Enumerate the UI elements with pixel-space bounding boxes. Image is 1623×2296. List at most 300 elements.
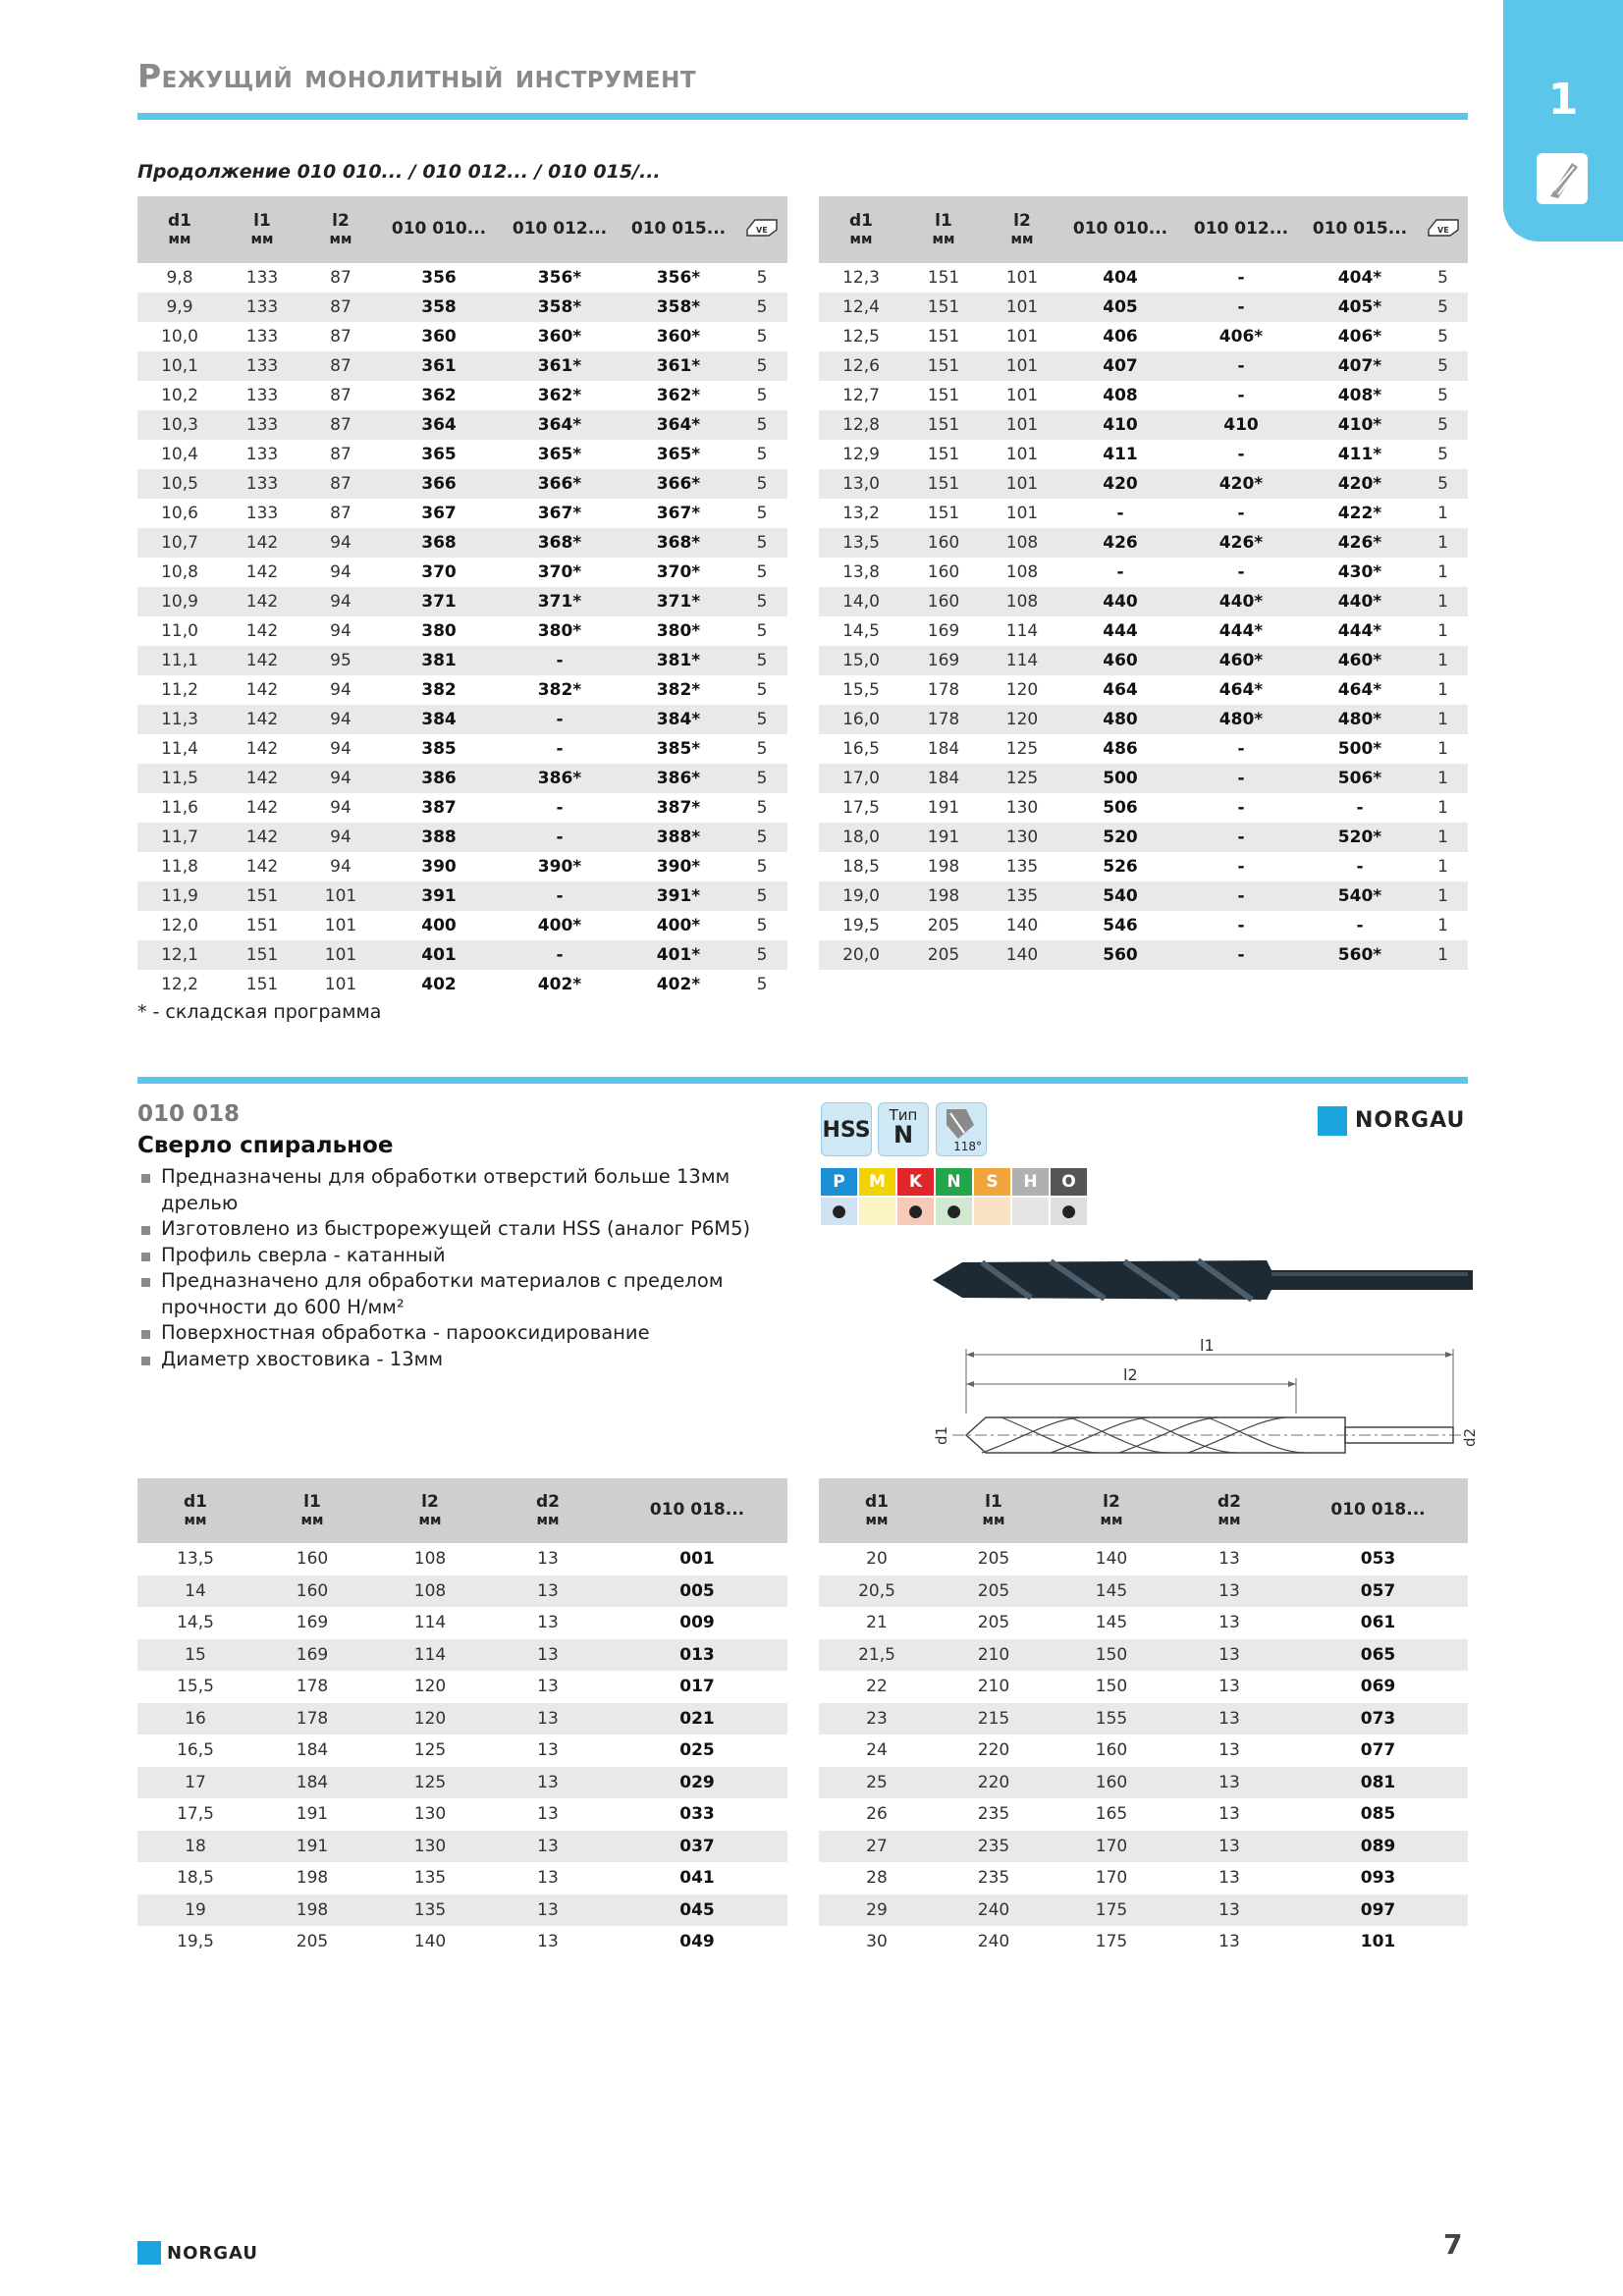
header-label: 010 018...: [649, 1500, 745, 1521]
table-row: [819, 440, 1468, 469]
table-row: [819, 1831, 1468, 1863]
table-cell: 220: [977, 1740, 1010, 1761]
table-cell: 150: [1095, 1677, 1128, 1697]
table-row: [137, 1671, 787, 1703]
table-cell: 411: [1103, 445, 1138, 464]
table-cell: 480: [1060, 705, 1180, 734]
table-cell: 402*: [537, 975, 582, 994]
table-cell: 5: [756, 327, 768, 347]
table-cell: 125: [371, 1767, 489, 1799]
header-label: l2: [421, 1491, 439, 1512]
table-cell: 464: [1103, 680, 1138, 700]
table-cell: 12,1: [137, 940, 222, 970]
table-cell: -: [1237, 268, 1245, 288]
table-row: [819, 940, 1468, 970]
table-cell: 13: [537, 1868, 559, 1889]
drill-photo: [923, 1245, 1473, 1317]
header-unit: мм: [184, 1512, 207, 1528]
table-cell: 367*: [537, 504, 582, 523]
table-row: [137, 381, 787, 410]
table-cell: 486: [1103, 739, 1138, 759]
header-label: 010 012...: [512, 219, 608, 240]
column-header: [819, 196, 903, 263]
table-cell: 133: [222, 469, 302, 499]
table-cell: 401*: [621, 940, 736, 970]
column-header: [1170, 1478, 1288, 1543]
table-cell: 11,0: [161, 621, 198, 641]
table-cell: 400*: [537, 916, 582, 935]
table-cell: 391*: [621, 881, 736, 911]
table-cell: 13: [1170, 1639, 1288, 1672]
product-name: Сверло спиральное: [137, 1133, 394, 1158]
table-cell: 13: [1218, 1613, 1240, 1633]
header-unit: мм: [418, 1512, 442, 1528]
table-cell: 108: [1005, 562, 1039, 582]
table-cell: 17,5: [177, 1804, 214, 1825]
table-cell: 16,5: [177, 1740, 214, 1761]
table-row: [137, 1862, 787, 1895]
table-row: [137, 911, 787, 940]
drill-table-right: [819, 196, 1468, 970]
column-header: [302, 196, 379, 263]
svg-text:VE: VE: [1436, 225, 1449, 235]
table-cell: 368*: [621, 528, 736, 558]
feature-item: Предназначены для обработки отверстий больше 13мм дрелью: [137, 1164, 805, 1216]
table-cell: 11,8: [161, 857, 198, 877]
table-cell: 11,7: [137, 823, 222, 852]
header-unit: мм: [1217, 1512, 1241, 1528]
table-cell: 410: [1180, 410, 1302, 440]
table-cell: 390: [421, 857, 457, 877]
table-cell: 5: [756, 739, 768, 759]
table-cell: 14,5: [177, 1613, 214, 1633]
table-row: [819, 469, 1468, 499]
table-cell: 444*: [1337, 621, 1382, 641]
table-cell: 220: [935, 1767, 1053, 1799]
table-cell: 041: [679, 1868, 715, 1889]
table-cell: 145: [1053, 1575, 1170, 1608]
brand-name: NORGAU: [167, 2243, 258, 2264]
table-cell: 17: [137, 1767, 253, 1799]
column-header: [984, 196, 1060, 263]
table-cell: 13: [1170, 1895, 1288, 1927]
table-cell: 013: [607, 1639, 787, 1672]
chapter-number: 1: [1547, 75, 1579, 125]
table-cell: 142: [222, 587, 302, 616]
table-cell: 13,5: [819, 528, 903, 558]
table-row: [137, 940, 787, 970]
table-cell: 364*: [499, 410, 621, 440]
table-cell: 13,8: [842, 562, 880, 582]
table-cell: 5: [756, 857, 768, 877]
table-cell: 184: [296, 1740, 329, 1761]
table-cell: 13: [489, 1831, 607, 1863]
svg-text:VE: VE: [756, 225, 768, 235]
table-cell: 402: [421, 975, 457, 994]
table-row: [137, 1543, 787, 1575]
table-cell: 380: [421, 621, 457, 641]
table-cell: 94: [302, 705, 379, 734]
table-cell: 1: [1418, 528, 1468, 558]
header-label: d1: [168, 210, 191, 231]
table-cell: 18: [137, 1831, 253, 1863]
table-cell: 114: [1005, 621, 1039, 641]
table-row: [819, 1671, 1468, 1703]
header-unit: мм: [536, 1512, 560, 1528]
table-row: [819, 764, 1468, 793]
header-label: l1: [985, 1491, 1002, 1512]
table-cell: 151: [903, 351, 984, 381]
table-body: [819, 1543, 1468, 1958]
table-cell: 526: [1103, 857, 1138, 877]
table-cell: 5: [756, 680, 768, 700]
table-cell: 13: [1218, 1932, 1240, 1952]
table-row: [137, 528, 787, 558]
table-cell: 12,7: [842, 386, 880, 405]
column-header: [499, 196, 621, 263]
table-cell: 87: [302, 293, 379, 322]
table-cell: 135: [371, 1895, 489, 1927]
table-cell: 506*: [1302, 764, 1418, 793]
type-value: N: [893, 1121, 914, 1148]
table-cell: 440*: [1302, 587, 1418, 616]
table-cell: 142: [222, 705, 302, 734]
table-cell: -: [1356, 916, 1364, 935]
table-cell: 14,0: [819, 587, 903, 616]
table-cell: 049: [679, 1932, 715, 1952]
table-cell: 381: [379, 646, 499, 675]
table-cell: -: [1237, 504, 1245, 523]
column-header: [607, 1478, 787, 1543]
table-cell: -: [1237, 562, 1245, 582]
table-cell: 430*: [1337, 562, 1382, 582]
table-row: [137, 705, 787, 734]
table-cell: 13: [1218, 1677, 1240, 1697]
table-cell: -: [1180, 293, 1302, 322]
table-row: [137, 852, 787, 881]
table-cell: 130: [984, 823, 1060, 852]
table-cell: 037: [607, 1831, 787, 1863]
table-cell: 18,0: [819, 823, 903, 852]
column-header: [903, 196, 984, 263]
table-cell: 406*: [1218, 327, 1264, 347]
table-cell: 5: [756, 562, 768, 582]
table-cell: 382*: [656, 680, 701, 700]
table-cell: 198: [927, 857, 960, 877]
table-cell: 5: [736, 469, 787, 499]
table-cell: 387: [421, 798, 457, 818]
table-cell: 87: [302, 469, 379, 499]
table-cell: 1: [1418, 764, 1468, 793]
table-cell: 356*: [537, 268, 582, 288]
table-cell: 101: [1005, 386, 1039, 405]
logo-square: [1318, 1106, 1347, 1136]
table-cell: 1: [1437, 798, 1448, 818]
table-cell: 133: [222, 293, 302, 322]
table-cell: 160: [927, 562, 960, 582]
table-cell: 5: [736, 646, 787, 675]
table-cell: 26: [866, 1804, 888, 1825]
table-cell: 420: [1060, 469, 1180, 499]
table-cell: 10,2: [161, 386, 198, 405]
table-row: [819, 1703, 1468, 1735]
table-cell: 87: [330, 504, 352, 523]
table-cell: 178: [296, 1677, 329, 1697]
table-header-row: [137, 196, 787, 263]
table-cell: 1: [1418, 587, 1468, 616]
table-cell: 13: [1218, 1804, 1240, 1825]
table-cell: -: [499, 823, 621, 852]
table-cell: 17,0: [819, 764, 903, 793]
page-number: 7: [1443, 2228, 1463, 2261]
material-group-n: N: [936, 1168, 972, 1196]
table-cell: 130: [413, 1804, 447, 1825]
table-cell: 94: [330, 562, 352, 582]
table-cell: -: [1237, 798, 1245, 818]
table-cell: 358*: [621, 293, 736, 322]
table-cell: 184: [903, 764, 984, 793]
table-cell: 205: [903, 940, 984, 970]
column-header: [935, 1478, 1053, 1543]
table-header-row: [819, 196, 1468, 263]
table-cell: 205: [935, 1575, 1053, 1608]
table-cell: 440*: [1180, 587, 1302, 616]
table-row: [137, 499, 787, 528]
table-cell: 135: [1005, 857, 1039, 877]
table-cell: 142: [222, 823, 302, 852]
table-cell: -: [1180, 881, 1302, 911]
table-cell: 205: [927, 916, 960, 935]
table-cell: 140: [413, 1932, 447, 1952]
table-cell: 13: [537, 1549, 559, 1570]
table-row: [137, 970, 787, 999]
table-cell: 5: [736, 410, 787, 440]
table-cell: -: [1356, 857, 1364, 877]
material-group-p: P: [821, 1168, 857, 1196]
feature-item: Диаметр хвостовика - 13мм: [137, 1347, 805, 1373]
table-cell: 155: [1053, 1703, 1170, 1735]
table-row: [137, 410, 787, 440]
table-cell: 25: [819, 1767, 935, 1799]
table-cell: 13: [489, 1895, 607, 1927]
table-cell: 407: [1060, 351, 1180, 381]
table-cell: 366: [379, 469, 499, 499]
table-cell: 5: [756, 386, 768, 405]
table-row: [137, 1926, 787, 1958]
table-cell: 13: [1170, 1703, 1288, 1735]
table-cell: -: [499, 881, 621, 911]
header-unit: мм: [1100, 1512, 1123, 1528]
header-label: d1: [184, 1491, 207, 1512]
table-cell: 360: [421, 327, 457, 347]
table-cell: 5: [1418, 410, 1468, 440]
table-cell: 390*: [537, 857, 582, 877]
table-cell: 17,5: [842, 798, 880, 818]
header-label: 010 012...: [1193, 219, 1289, 240]
table-cell: 444: [1103, 621, 1138, 641]
table-cell: 10,3: [137, 410, 222, 440]
table-cell: 371: [379, 587, 499, 616]
table-cell: 5: [1418, 469, 1468, 499]
header-label: 010 010...: [391, 219, 487, 240]
table-cell: 101: [984, 351, 1060, 381]
table-cell: 101: [984, 410, 1060, 440]
table-cell: 160: [1095, 1740, 1128, 1761]
table-cell: 5: [1437, 268, 1448, 288]
table-cell: 390*: [656, 857, 701, 877]
table-cell: -: [499, 940, 621, 970]
table-cell: 87: [302, 410, 379, 440]
table-cell: 133: [245, 504, 279, 523]
header-label: 010 015...: [1312, 219, 1408, 240]
table-cell: 11,1: [137, 646, 222, 675]
table-cell: 410*: [1302, 410, 1418, 440]
table-cell: 380*: [656, 621, 701, 641]
table-cell: 365*: [656, 445, 701, 464]
footnote: * - складская программа: [137, 1001, 382, 1023]
table-cell: -: [1237, 916, 1245, 935]
table-cell: 13: [537, 1932, 559, 1952]
table-cell: 10,4: [161, 445, 198, 464]
table-cell: 1: [1437, 857, 1448, 877]
table-cell: 87: [330, 327, 352, 347]
table-cell: 009: [679, 1613, 715, 1633]
table-cell: 169: [903, 646, 984, 675]
table-row: [819, 1735, 1468, 1767]
header-label: l1: [935, 210, 952, 231]
table-row: [137, 322, 787, 351]
table-cell: 11,9: [137, 881, 222, 911]
table-cell: 198: [296, 1868, 329, 1889]
table-cell: 085: [1360, 1804, 1396, 1825]
table-cell: 460: [1060, 646, 1180, 675]
table-row: [137, 1607, 787, 1639]
table-cell: 5: [736, 587, 787, 616]
table-cell: 142: [222, 528, 302, 558]
table-cell: 365*: [537, 445, 582, 464]
table-cell: 95: [302, 646, 379, 675]
table-cell: 5: [756, 798, 768, 818]
table-cell: 151: [927, 268, 960, 288]
material-group-s: S: [974, 1168, 1010, 1196]
table-cell: -: [1180, 940, 1302, 970]
table-cell: -: [1180, 351, 1302, 381]
table-cell: 151: [927, 445, 960, 464]
table-cell: 560: [1060, 940, 1180, 970]
table-cell: 215: [935, 1703, 1053, 1735]
table-cell: 108: [984, 528, 1060, 558]
table-cell: -: [1180, 823, 1302, 852]
table-cell: 160: [903, 528, 984, 558]
packaging-unit-icon: [736, 196, 787, 263]
table-cell: 18,5: [177, 1868, 214, 1889]
table-cell: 061: [1360, 1613, 1396, 1633]
table-row: [137, 558, 787, 587]
table-cell: 1: [1418, 823, 1468, 852]
material-group-o: O: [1051, 1168, 1087, 1196]
table-cell: 94: [302, 764, 379, 793]
table-cell: 381*: [621, 646, 736, 675]
table-cell: 101: [302, 940, 379, 970]
table-cell: 101: [1005, 268, 1039, 288]
table-cell: 005: [607, 1575, 787, 1608]
table-cell: 405: [1060, 293, 1180, 322]
table-cell: 15: [137, 1639, 253, 1672]
table-cell: 069: [1360, 1677, 1396, 1697]
table-cell: 235: [977, 1804, 1010, 1825]
column-header: [137, 196, 222, 263]
table-cell: 170: [1053, 1831, 1170, 1863]
table-row: [137, 616, 787, 646]
table-cell: 23: [819, 1703, 935, 1735]
table-cell: 370: [421, 562, 457, 582]
table-cell: 87: [330, 386, 352, 405]
table-row: [819, 734, 1468, 764]
table-cell: 210: [977, 1677, 1010, 1697]
table-cell: 422*: [1337, 504, 1382, 523]
product-code: 010 018: [137, 1101, 241, 1127]
table-cell: 5: [1437, 386, 1448, 405]
table-cell: 358*: [499, 293, 621, 322]
table-cell: 14,5: [842, 621, 880, 641]
brand-name: NORGAU: [1355, 1108, 1466, 1133]
column-header: [379, 196, 499, 263]
table-cell: 1: [1418, 940, 1468, 970]
table-cell: 19,5: [177, 1932, 214, 1952]
table-cell: 5: [1437, 445, 1448, 464]
table-cell: 120: [1005, 680, 1039, 700]
column-header: [489, 1478, 607, 1543]
table-row: [819, 881, 1468, 911]
table-cell: 440: [1060, 587, 1180, 616]
table-header-row: [137, 1478, 787, 1543]
table-cell: 13,5: [177, 1549, 214, 1570]
table-cell: 506: [1103, 798, 1138, 818]
table-cell: 029: [607, 1767, 787, 1799]
table-cell: 191: [253, 1831, 371, 1863]
table-cell: 460*: [1302, 646, 1418, 675]
feature-item: Профиль сверла - катанный: [137, 1243, 805, 1269]
table-cell: 368*: [499, 528, 621, 558]
table-cell: 18,5: [842, 857, 880, 877]
table-cell: 5: [756, 621, 768, 641]
table-row: [819, 911, 1468, 940]
header-label: d1: [865, 1491, 889, 1512]
table-cell: 94: [330, 680, 352, 700]
column-header: [1060, 196, 1180, 263]
table-cell: 025: [679, 1740, 715, 1761]
table-cell: 1: [1437, 621, 1448, 641]
table-cell: 198: [903, 881, 984, 911]
column-header: [819, 1478, 935, 1543]
table-row: [137, 1735, 787, 1767]
table-cell: 033: [679, 1804, 715, 1825]
table-cell: 13: [1218, 1868, 1240, 1889]
table-cell: 10,1: [137, 351, 222, 381]
table-cell: 133: [222, 351, 302, 381]
table-cell: 5: [756, 268, 768, 288]
table-cell: 480*: [1180, 705, 1302, 734]
header-unit: мм: [168, 231, 191, 247]
table-cell: 406*: [1337, 327, 1382, 347]
table-cell: 386: [379, 764, 499, 793]
table-cell: 400: [421, 916, 457, 935]
table-cell: 12,4: [819, 293, 903, 322]
table-cell: 385*: [656, 739, 701, 759]
column-header: [222, 196, 302, 263]
table-cell: 160: [1053, 1767, 1170, 1799]
table-cell: 371*: [499, 587, 621, 616]
